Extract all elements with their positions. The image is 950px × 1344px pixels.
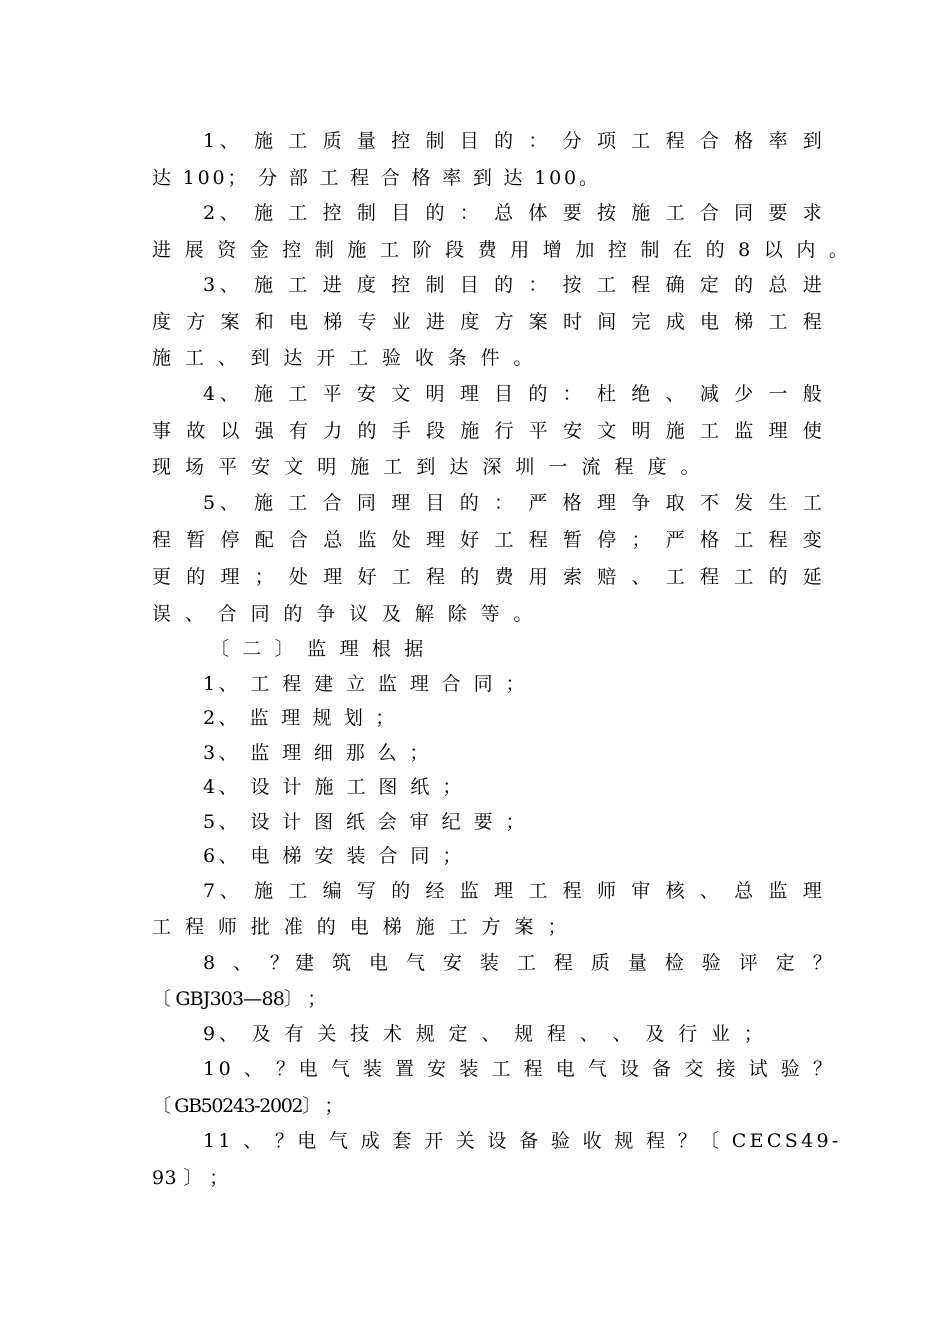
text-line: 〔 二 〕 监 理 根 据 [210, 638, 427, 660]
text-line: 事 故 以 强 有 力 的 手 段 施 行 平 安 文 明 施 工 监 理 使 [152, 420, 827, 442]
text-line: 10 、 ？电 气 装 置 安 装 工 程 电 气 设 备 交 接 试 验 ？ [203, 1058, 836, 1080]
text-line: 更 的 理 ； 处 理 好 工 程 的 费 用 索 赔 、 工 程 工 的 延 [152, 566, 827, 588]
text-line: 4、 施 工 平 安 文 明 理 目 的 ： 杜 绝 、 减 少 一 般 [203, 383, 827, 405]
text-line: 程 暂 停 配 合 总 监 处 理 好 工 程 暂 停 ； 严 格 工 程 变 [152, 529, 827, 551]
text-line: 〔 GBJ303—88〕 ； [152, 988, 326, 1010]
text-line: 达 100； 分 部 工 程 合 格 率 到 达 100。 [152, 167, 601, 189]
text-line: 7、 施 工 编 写 的 经 监 理 工 程 师 审 核 、 总 监 理 [203, 880, 827, 902]
text-line: 工 程 师 批 准 的 电 梯 施 工 方 案 ； [152, 916, 571, 938]
text-line: 9、 及 有 关 技 术 规 定 、 规 程 、 、 及 行 业 ； [203, 1023, 767, 1045]
text-line: 6、 电 梯 安 装 合 同 ； [203, 845, 465, 867]
text-line: 8 、 ？建 筑 电 气 安 装 工 程 质 量 检 验 评 定 ？ [203, 952, 838, 974]
text-line: 3、 施 工 进 度 控 制 目 的 ： 按 工 程 确 定 的 总 进 [203, 274, 827, 296]
text-line: 4、 设 计 施 工 图 纸 ； [203, 776, 465, 798]
text-line: 2、 监 理 规 划 ； [203, 707, 398, 729]
text-line: 1、 施 工 质 量 控 制 目 的 ： 分 项 工 程 合 格 率 到 [203, 130, 827, 152]
text-line: 11 、 ？电 气 成 套 开 关 设 备 验 收 规 程 ？〔 CECS49- [203, 1130, 842, 1152]
text-line: 3、 监 理 细 那 么 ； [203, 742, 432, 764]
text-line: 〔 GB50243-2002〕 ； [152, 1095, 343, 1117]
text-line: 1、 工 程 建 立 监 理 合 同 ； [203, 673, 528, 695]
text-line: 2、 施 工 控 制 目 的 ： 总 体 要 按 施 工 合 同 要 求 [203, 202, 827, 224]
text-line: 度 方 案 和 电 梯 专 业 进 度 方 案 时 间 完 成 电 梯 工 程 [152, 311, 827, 333]
text-line: 93 〕 ； [152, 1167, 229, 1189]
text-line: 进 展 资 金 控 制 施 工 阶 段 费 用 增 加 控 制 在 的 8 以 内 。 [152, 239, 852, 261]
text-line: 5、 设 计 图 纸 会 审 纪 要 ； [203, 811, 528, 833]
text-line: 现 场 平 安 文 明 施 工 到 达 深 圳 一 流 程 度 。 [152, 456, 704, 478]
text-line: 5、 施 工 合 同 理 目 的 ： 严 格 理 争 取 不 发 生 工 [203, 492, 827, 514]
text-line: 误 、 合 同 的 争 议 及 解 除 等 。 [152, 603, 537, 625]
text-line: 施 工 、 到 达 开 工 验 收 条 件 。 [152, 347, 537, 369]
